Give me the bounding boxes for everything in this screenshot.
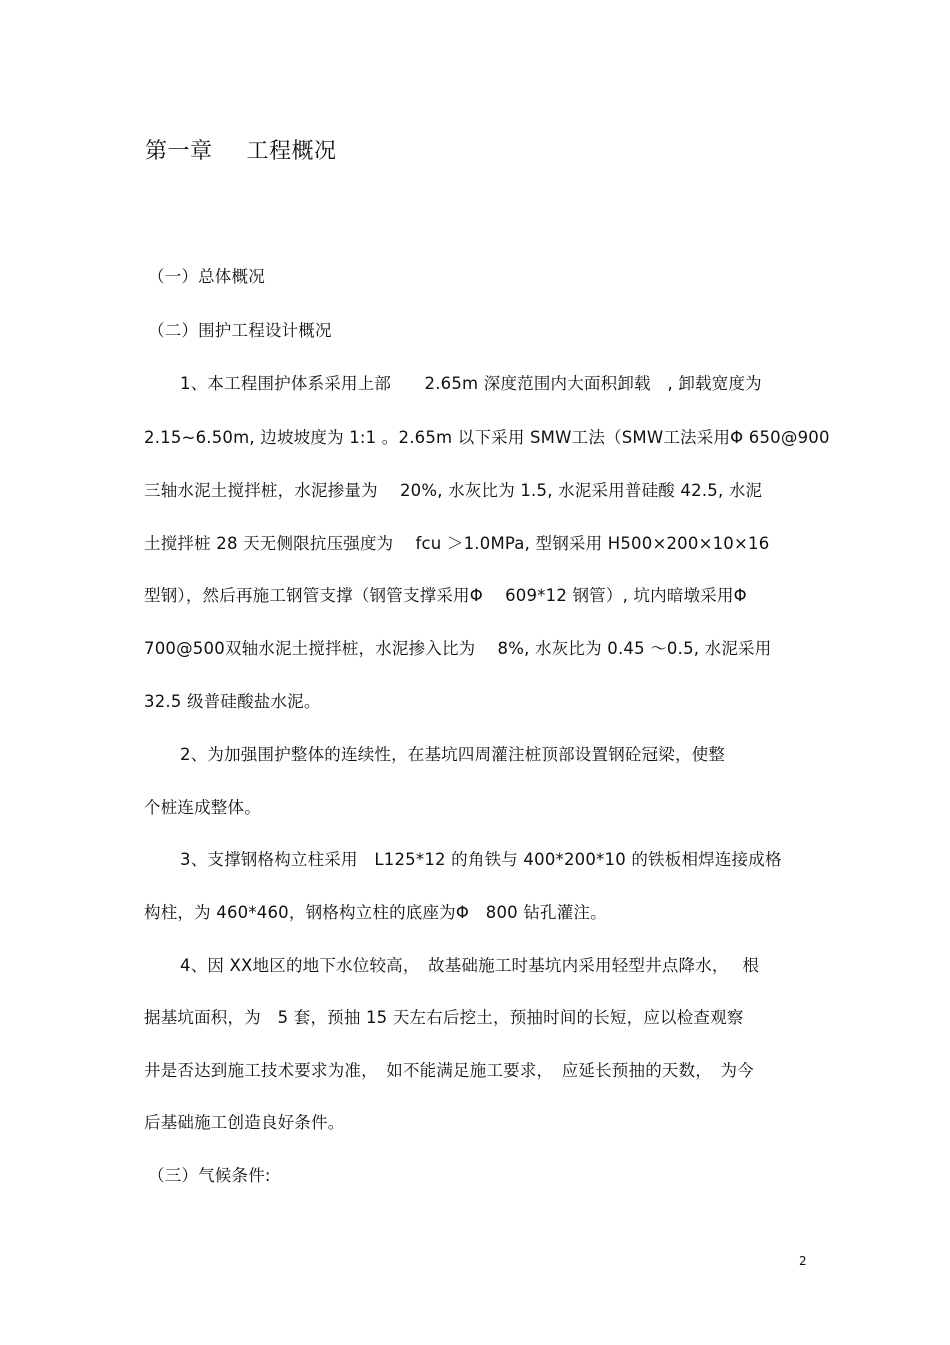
paragraph-3-line: 3、支撑钢格构立柱采用 L125*12 的角铁与 400*200*10 的铁板相焊连接成格 <box>180 850 782 869</box>
section-heading-1: （一）总体概况 <box>148 267 265 286</box>
section-heading-3: （三）气候条件: <box>148 1166 271 1185</box>
paragraph-3-line: 构柱，为 460*460，钢格构立柱的底座为Φ 800 钻孔灌注。 <box>144 903 607 922</box>
chapter-label: 第一章 <box>145 139 213 164</box>
chapter-heading <box>145 138 337 166</box>
chapter-title: 工程概况 <box>246 139 337 164</box>
paragraph-1-line: 1、本工程围护体系采用上部 2.65m 深度范围内大面积卸载 , 卸载宽度为 <box>180 374 762 393</box>
paragraph-1-line: 700@500双轴水泥土搅拌桩，水泥掺入比为 8%, 水灰比为 0.45 ～0.5, 水泥采用 <box>144 639 772 658</box>
paragraph-1-line: 三轴水泥土搅拌桩，水泥掺量为 20%, 水灰比为 1.5, 水泥采用普硅酸 42.5, 水泥 <box>144 481 763 500</box>
paragraph-1-line: 土搅拌桩 28 天无侧限抗压强度为 fcu ＞1.0MPa, 型钢采用 H500×200×10×16 <box>144 534 770 553</box>
paragraph-2-line: 个桩连成整体。 <box>144 798 261 817</box>
section-heading-2: （二）围护工程设计概况 <box>148 321 332 340</box>
paragraph-2-line: 2、为加强围护整体的连续性，在基坑四周灌注桩顶部设置钢砼冠梁，使整 <box>180 745 726 764</box>
paragraph-1-line: 2.15~6.50m, 边坡坡度为 1:1 。2.65m 以下采用 SMW工法（SMW工法采用Φ 650@900 <box>144 428 830 447</box>
paragraph-4-line: 井是否达到施工技术要求为准， 如不能满足施工要求， 应延长预抽的天数， 为今 <box>144 1061 754 1080</box>
page-number: 2 <box>799 1254 807 1268</box>
paragraph-1-line: 型钢），然后再施工钢管支撑（钢管支撑采用Φ 609*12 钢管）, 坑内暗墩采用Φ <box>144 586 747 605</box>
paragraph-4-line: 据基坑面积，为 5 套，预抽 15 天左右后挖土，预抽时间的长短，应以检查观察 <box>144 1008 744 1027</box>
paragraph-4-line: 后基础施工创造良好条件。 <box>144 1113 345 1132</box>
paragraph-4-line: 4、因 XX地区的地下水位较高， 故基础施工时基坑内采用轻型井点降水， 根 <box>180 956 760 975</box>
paragraph-1-line: 32.5 级普硅酸盐水泥。 <box>144 692 321 711</box>
